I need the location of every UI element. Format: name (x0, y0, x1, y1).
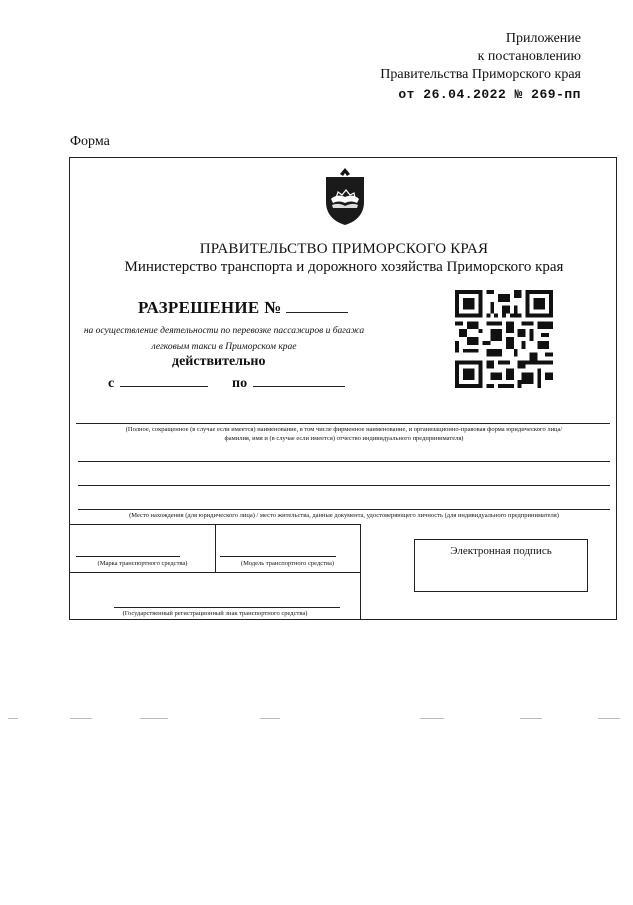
permit-form-frame (69, 157, 617, 620)
scan-artifact (598, 718, 620, 719)
address-field-line-1[interactable] (78, 485, 610, 486)
vehicle-model-field[interactable] (220, 556, 336, 557)
caption-model: (Модель транспортного средства) (240, 560, 335, 567)
permit-purpose (74, 323, 374, 355)
appendix-line-1: Приложение (505, 31, 581, 46)
scan-artifact (260, 718, 280, 719)
scan-artifact (140, 718, 168, 719)
resolution-number: от 26.04.2022 № 269-пп (398, 87, 581, 102)
coat-of-arms-icon (322, 168, 368, 226)
ministry-title: Министерство транспорта и дорожного хозяйства Приморского края (124, 259, 564, 275)
caption-name-line-1: (Полное, сокращенное (в случае если имеется) наименование, в том числе фирменное наименование, и организационно-правовая форма юридического лица/ (125, 426, 563, 433)
valid-from-field[interactable] (120, 374, 208, 387)
purpose-line-2: легковым такси в Приморском крае (151, 342, 297, 352)
caption-plate: (Государственный регистрационный знак транспортного средства) (122, 610, 308, 617)
permit-title: РАЗРЕШЕНИЕ № (138, 298, 282, 317)
name-field-line[interactable] (78, 461, 610, 462)
purpose-line-1: на осуществление деятельности по перевозке пассажиров и багажа (83, 326, 365, 336)
caption-legal-name (74, 425, 614, 443)
scan-artifact (70, 718, 92, 719)
signature-label: Электронная подпись (450, 545, 552, 557)
valid-from-label: с (108, 376, 115, 391)
valid-to-label: по (232, 376, 248, 391)
caption-address: (Место нахождения (для юридического лица) / место жительства, данные документа, удостоверяющего личность (для индивидуального предпринимателя) (129, 512, 559, 519)
scan-artifact (8, 718, 18, 719)
valid-to-row (232, 374, 345, 392)
valid-from-row (108, 374, 208, 392)
form-label: Форма (70, 134, 110, 149)
electronic-signature-box (414, 539, 588, 592)
caption-name-line-2: фамилия, имя и (в случае если имеется) отчество индивидуального предпринимателя) (224, 435, 464, 442)
vehicle-brand-field[interactable] (76, 556, 180, 557)
scan-artifact (520, 718, 542, 719)
address-field-line-2[interactable] (78, 509, 610, 510)
valid-to-field[interactable] (253, 374, 345, 387)
issuer-block (70, 240, 618, 276)
caption-brand: (Марка транспортного средства) (97, 560, 188, 567)
scan-artifact (420, 718, 444, 719)
validity-label: действительно (172, 354, 266, 369)
vehicle-row-divider (70, 572, 360, 573)
vehicle-section-right (360, 524, 361, 620)
appendix-line-3: Правительства Приморского края (380, 67, 581, 82)
name-line-top (76, 423, 610, 424)
appendix-line-2: к постановлению (477, 49, 581, 64)
permit-heading (138, 298, 348, 318)
government-title: ПРАВИТЕЛЬСТВО ПРИМОРСКОГО КРАЯ (199, 241, 489, 257)
vehicle-plate-field[interactable] (114, 607, 340, 608)
appendix-header (321, 30, 581, 104)
qr-code-icon (455, 290, 553, 388)
permit-number-field[interactable] (286, 298, 348, 313)
